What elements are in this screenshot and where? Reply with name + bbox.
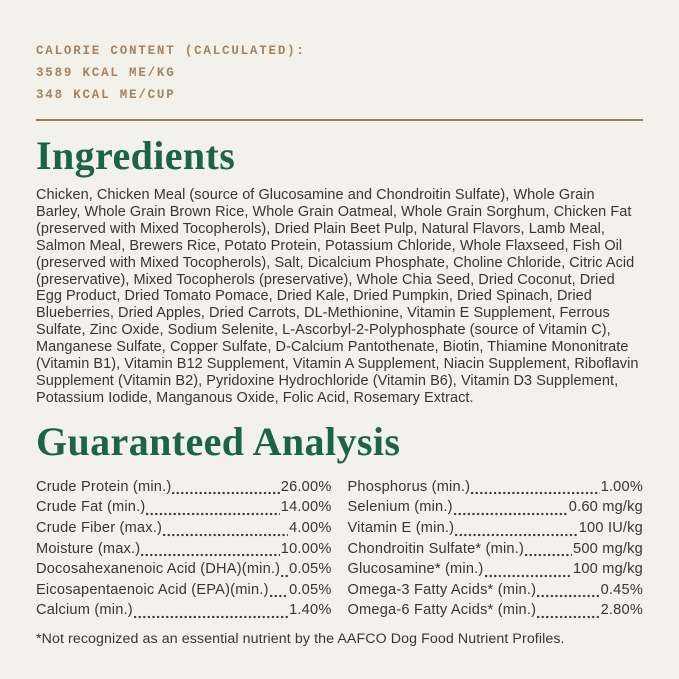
ga-label: Glucosamine* (min.) [347, 561, 484, 578]
ga-row-glucosamine [348, 559, 644, 580]
ga-row-crude-fat [36, 497, 332, 518]
dot-leader [146, 512, 279, 516]
calorie-content-section [36, 40, 643, 106]
ga-value: 0.05% [289, 561, 332, 578]
calorie-content-heading: CALORIE CONTENT (CALCULATED): [36, 44, 306, 58]
ga-row-epa [36, 580, 332, 601]
calorie-kcal-per-cup: 348 KCAL ME/CUP [36, 88, 176, 102]
ga-value: 100 mg/kg [573, 561, 643, 578]
ga-value: 1.40% [289, 602, 332, 619]
ga-label: Omega-3 Fatty Acids* (min.) [347, 581, 537, 598]
section-divider [36, 119, 643, 121]
ga-row-crude-fiber [36, 518, 332, 539]
ga-row-dha [36, 559, 332, 580]
ga-label: Moisture (max.) [36, 540, 141, 557]
ingredients-section [36, 134, 643, 407]
dot-leader [281, 574, 288, 578]
dot-leader [455, 533, 578, 537]
ga-value: 10.00% [280, 540, 332, 557]
dot-leader [537, 594, 599, 598]
ga-value: 0.45% [600, 581, 643, 598]
ga-row-vitamin-e [348, 518, 644, 539]
ga-row-calcium [36, 600, 332, 621]
ga-left-column [36, 477, 332, 621]
ga-value: 0.60 mg/kg [568, 499, 643, 516]
ga-label: Eicosapentaenoic Acid (EPA)(min.) [36, 581, 269, 598]
ga-label: Phosphorus (min.) [347, 478, 471, 495]
ga-right-column [348, 477, 644, 621]
guaranteed-analysis-section [36, 420, 643, 647]
ga-label: Vitamin E (min.) [347, 519, 455, 536]
ingredients-title: Ingredients [36, 133, 236, 178]
ga-label: Omega-6 Fatty Acids* (min.) [347, 602, 537, 619]
dot-leader [270, 594, 288, 598]
ga-row-selenium [348, 497, 644, 518]
ga-row-moisture [36, 539, 332, 560]
dot-leader [537, 615, 599, 619]
dot-leader [172, 491, 279, 495]
ga-label: Chondroitin Sulfate* (min.) [347, 540, 525, 557]
ga-row-phosphorus [348, 477, 644, 498]
dot-leader [163, 533, 288, 537]
ga-value: 14.00% [280, 499, 332, 516]
ga-value: 500 mg/kg [573, 540, 643, 557]
ga-value: 0.05% [289, 581, 332, 598]
ga-row-omega-6 [348, 600, 644, 621]
ga-value: 4.00% [289, 519, 332, 536]
calorie-kcal-per-kg: 3589 KCAL ME/KG [36, 66, 176, 80]
guaranteed-analysis-title: Guaranteed Analysis [36, 418, 401, 464]
ga-row-omega-3 [348, 580, 644, 601]
ga-label: Crude Protein (min.) [36, 478, 172, 495]
dot-leader [134, 615, 288, 619]
ga-label: Crude Fiber (max.) [36, 519, 163, 536]
ga-label: Crude Fat (min.) [36, 499, 146, 516]
dot-leader [471, 491, 599, 495]
ga-label: Calcium (min.) [36, 602, 133, 619]
ingredients-text: Chicken, Chicken Meal (source of Glucosamine and Chondroitin Sulfate), Whole Grain Barley, Whole Grain Brown Rice, Whole Grain Oatmeal, Whole Grain Sorghum, Chicken Fat (preserved with Mixed Tocopherols), Dried Plain Beet Pulp, Natural Flavors, Lamb Meal, Salmon Meal, Brewers Rice, Potato Protein, Potassium Chloride, Whole Flaxseed, Fish Oil (preserved with Mixed Tocopherols), Salt, Dicalcium Phosphate, Choline Chloride, Citric Acid (preservative), Mixed Tocopherols (preservative), Whole Chia Seed, Dried Coconut, Dried Egg Product, Dried Tomato Pomace, Dried Kale, Dried Pumpkin, Dried Spinach, Dried Blueberries, Dried Apples, Dried Carrots, DL-Methionine, Vitamin E Supplement, Ferrous Sulfate, Zinc Oxide, Sodium Selenite, L-Ascorbyl-2-Polyphosphate (source of Vitamin C), Manganese Sulfate, Copper Sulfate, D-Calcium Pantothenate, Biotin, Thiamine Mononitrate (Vitamin B1), Vitamin B12 Supplement, Vitamin A Supplement, Niacin Supplement, Riboflavin Supplement (Vitamin B2), Pyridoxine Hydrochloride (Vitamin B6), Vitamin D3 Supplement, Potassium Iodide, Manganous Oxide, Folic Acid, Rosemary Extract. [36, 187, 639, 406]
ga-row-crude-protein [36, 477, 332, 498]
aafco-footnote: *Not recognized as an essential nutrient by the AAFCO Dog Food Nutrient Profiles. [36, 630, 565, 647]
dot-leader [525, 553, 572, 557]
ga-value: 1.00% [600, 478, 643, 495]
dot-leader [454, 512, 568, 516]
ga-value: 2.80% [600, 602, 643, 619]
ga-row-chondroitin [348, 539, 644, 560]
ga-label: Docosahexanenoic Acid (DHA)(min.) [36, 561, 281, 578]
ga-value: 100 IU/kg [578, 519, 643, 536]
dot-leader [141, 553, 279, 557]
dot-leader [485, 574, 573, 578]
ga-value: 26.00% [280, 478, 332, 495]
ga-label: Selenium (min.) [347, 499, 453, 516]
guaranteed-analysis-table [36, 477, 643, 621]
